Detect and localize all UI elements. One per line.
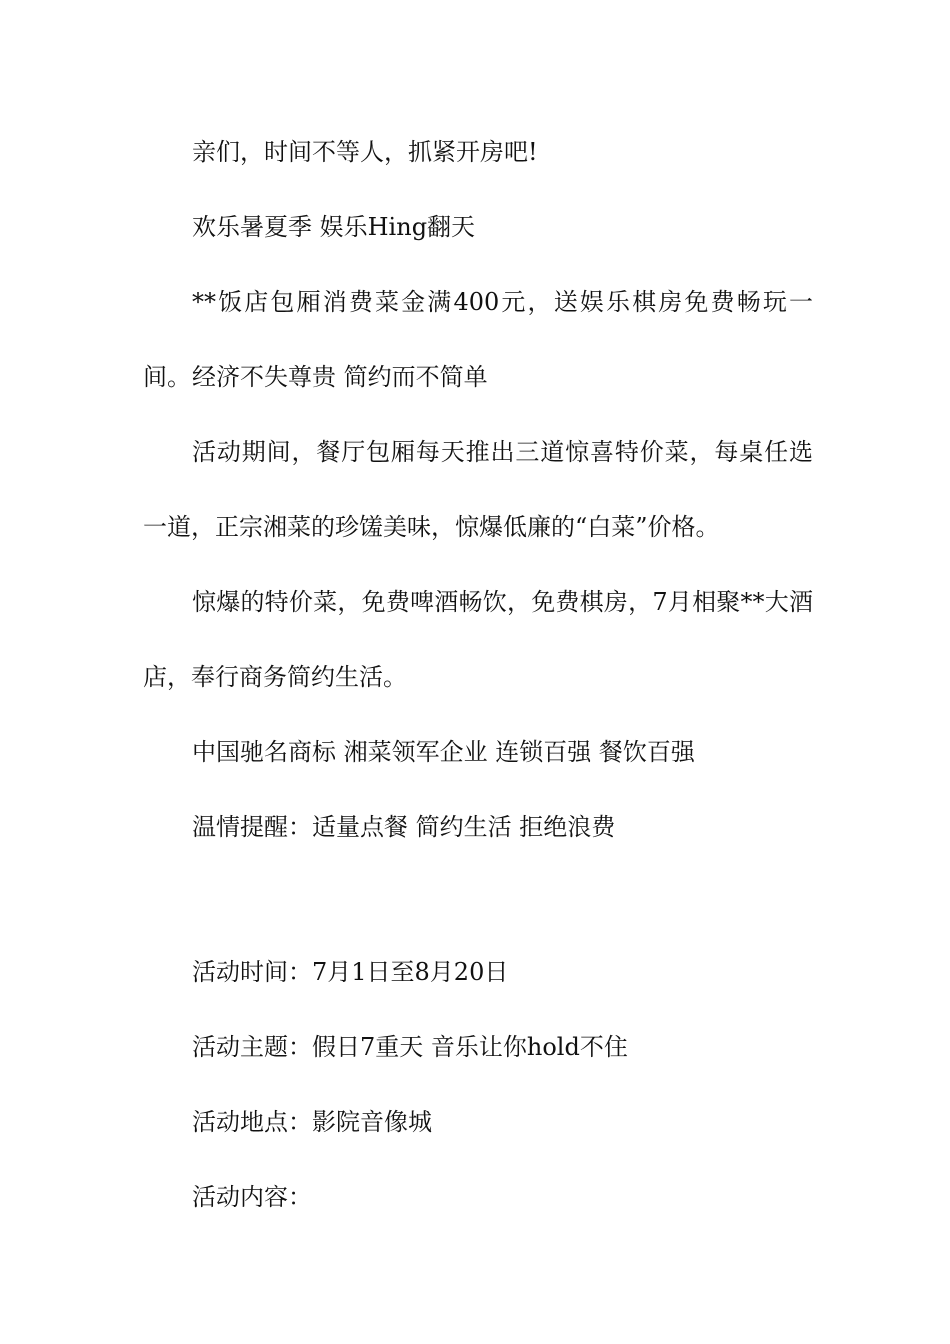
paragraph-event-theme: 活动主题：假日7重天 音乐让你hold不住: [192, 1033, 628, 1061]
paragraph-july-gathering: 惊爆的特价菜，免费啤酒畅饮，免费棋房，7月相聚**大酒店，奉行商务简约生活。: [143, 588, 813, 691]
paragraph-economy-slogan: 经济不失尊贵 简约而不简单: [192, 363, 488, 391]
paragraph-event-location: 活动地点：影院音像城: [192, 1108, 432, 1136]
paragraph-event-time: 活动时间：7月1日至8月20日: [192, 958, 509, 986]
paragraph-event-content: 活动内容：: [192, 1183, 312, 1211]
paragraph-special-dishes: 活动期间，餐厅包厢每天推出三道惊喜特价菜，每桌任选一道，正宗湘菜的珍馐美味，惊爆低廉的“白菜”价格。: [143, 438, 813, 541]
paragraph-brand-honors: 中国驰名商标 湘菜领军企业 连锁百强 餐饮百强: [192, 738, 695, 766]
paragraph-summer-slogan: 欢乐暑夏季 娱乐Hing翻天: [192, 213, 476, 241]
paragraph-private-room-offer: **饭店包厢消费菜金满400元，送娱乐棋房免费畅玩一间。: [143, 288, 813, 391]
paragraph-open-room-reminder: 亲们，时间不等人，抓紧开房吧!: [192, 138, 538, 166]
paragraph-kind-reminder: 温情提醒：适量点餐 简约生活 拒绝浪费: [192, 813, 616, 841]
